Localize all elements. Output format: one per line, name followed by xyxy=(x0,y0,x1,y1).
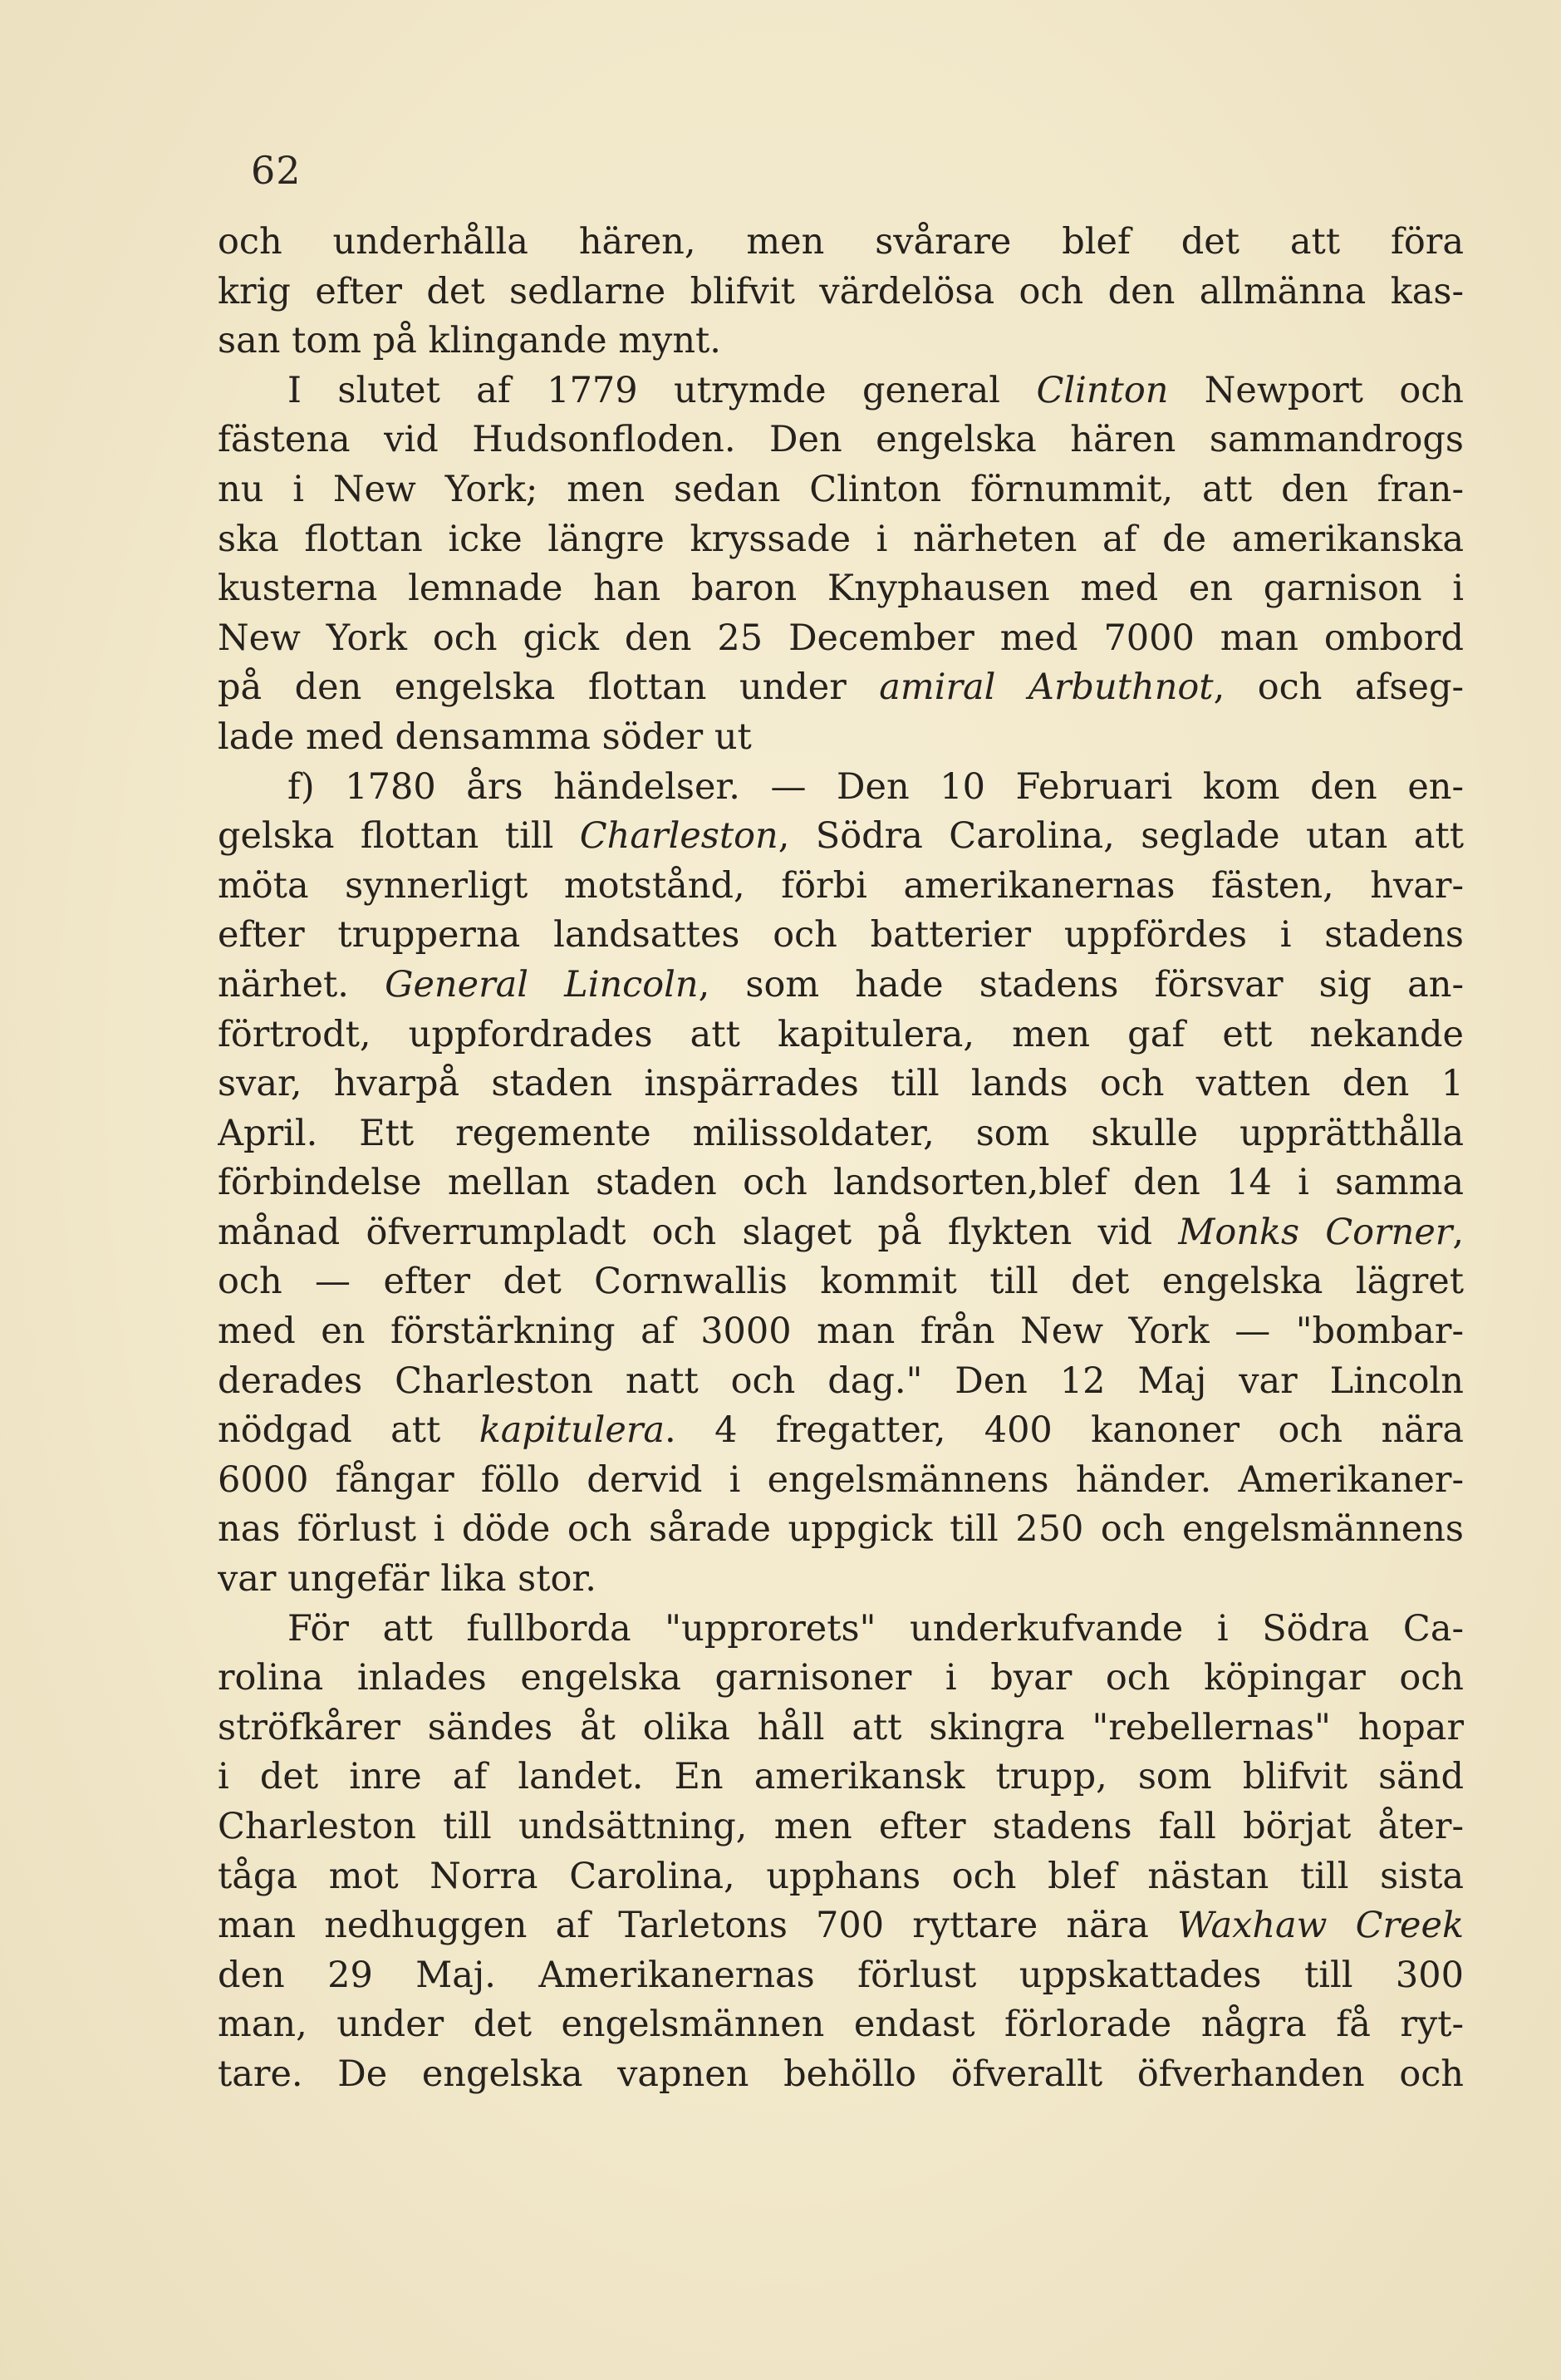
text-line: svar, hvarpå staden inspärrades till lands och vatten den 1 xyxy=(218,1063,1464,1105)
text-line: derades Charleston natt och dag." Den 12 Maj var Lincoln xyxy=(218,1360,1464,1402)
text-line: och — efter det Cornwallis kommit till det engelska lägret xyxy=(218,1261,1464,1303)
text-line: månad öfverrumpladt och slaget på flykten vid Monks Corner, xyxy=(218,1211,1464,1253)
text-line: den 29 Maj. Amerikanernas förlust uppskattades till 300 xyxy=(218,1954,1464,1996)
text-line: på den engelska flottan under amiral Arbuthnot, och afseg- xyxy=(218,666,1464,709)
text-line: san tom på klingande mynt. xyxy=(218,320,721,362)
text-line: man nedhuggen af Tarletons 700 ryttare nära Waxhaw Creek xyxy=(218,1905,1464,1947)
text-line: och underhålla hären, men svårare blef det att föra xyxy=(218,221,1464,263)
text-line: I slutet af 1779 utrymde general Clinton Newport och xyxy=(287,369,1464,411)
text-line: förtrodt, uppfordrades att kapitulera, men gaf ett nekande xyxy=(218,1013,1464,1055)
text-line: förbindelse mellan staden och landsorten,blef den 14 i samma xyxy=(218,1162,1464,1204)
text-line: f) 1780 års händelser. — Den 10 Februari kom den en- xyxy=(287,765,1464,808)
text-line: tare. De engelska vapnen behöllo öfverallt öfverhanden och xyxy=(218,2053,1464,2095)
text-line: man, under det engelsmännen endast förlorade några få ryt- xyxy=(218,2004,1464,2046)
text-line: fästena vid Hudsonfloden. Den engelska hären sammandrogs xyxy=(218,419,1464,461)
text-line: Charleston till undsättning, men efter stadens fall börjat åter- xyxy=(218,1806,1464,1847)
text-line: ströfkårer sändes åt olika håll att skingra "rebellernas" hopar xyxy=(218,1706,1464,1748)
text-line: i det inre af landet. En amerikansk trupp, som blifvit sänd xyxy=(218,1756,1464,1798)
text-line: krig efter det sedlarne blifvit värdelösa och den allmänna kas- xyxy=(218,270,1464,312)
text-line: närhet. General Lincoln, som hade stadens försvar sig an- xyxy=(218,963,1464,1006)
text-line: nu i New York; men sedan Clinton förnummit, att den fran- xyxy=(218,468,1464,510)
text-line: var ungefär lika stor. xyxy=(218,1558,596,1601)
text-line: gelska flottan till Charleston, Södra Carolina, seglade utan att xyxy=(218,815,1464,858)
text-line: lade med densamma söder ut xyxy=(218,715,752,758)
text-line: tåga mot Norra Carolina, upphans och blef nästan till sista xyxy=(218,1855,1464,1897)
text-line: kusterna lemnade han baron Knyphausen med en garnison i xyxy=(218,568,1464,610)
page-number: 62 xyxy=(251,148,302,193)
text-line: rolina inlades engelska garnisoner i byar och köpingar och xyxy=(218,1657,1464,1699)
body-text xyxy=(218,218,1464,2100)
text-line: April. Ett regemente milissoldater, som skulle upprätthålla xyxy=(218,1112,1464,1154)
text-line: 6000 fångar föllo dervid i engelsmännens händer. Amerikaner- xyxy=(218,1458,1464,1501)
text-line: För att fullborda "upprorets" underkufvande i Södra Ca- xyxy=(287,1607,1464,1650)
text-line: möta synnerligt motstånd, förbi amerikanernas fästen, hvar- xyxy=(218,864,1464,907)
text-line: New York och gick den 25 December med 7000 man ombord xyxy=(218,617,1464,659)
text-line: ska flottan icke längre kryssade i närheten af de amerikanska xyxy=(218,518,1464,560)
text-line: nödgad att kapitulera. 4 fregatter, 400 kanoner och nära xyxy=(218,1409,1464,1452)
text-line: efter trupperna landsattes och batterier uppfördes i stadens xyxy=(218,914,1464,956)
text-line: nas förlust i döde och sårade uppgick till 250 och engelsmännens xyxy=(218,1508,1464,1551)
text-line: med en förstärkning af 3000 man från New York — "bombar- xyxy=(218,1310,1464,1353)
